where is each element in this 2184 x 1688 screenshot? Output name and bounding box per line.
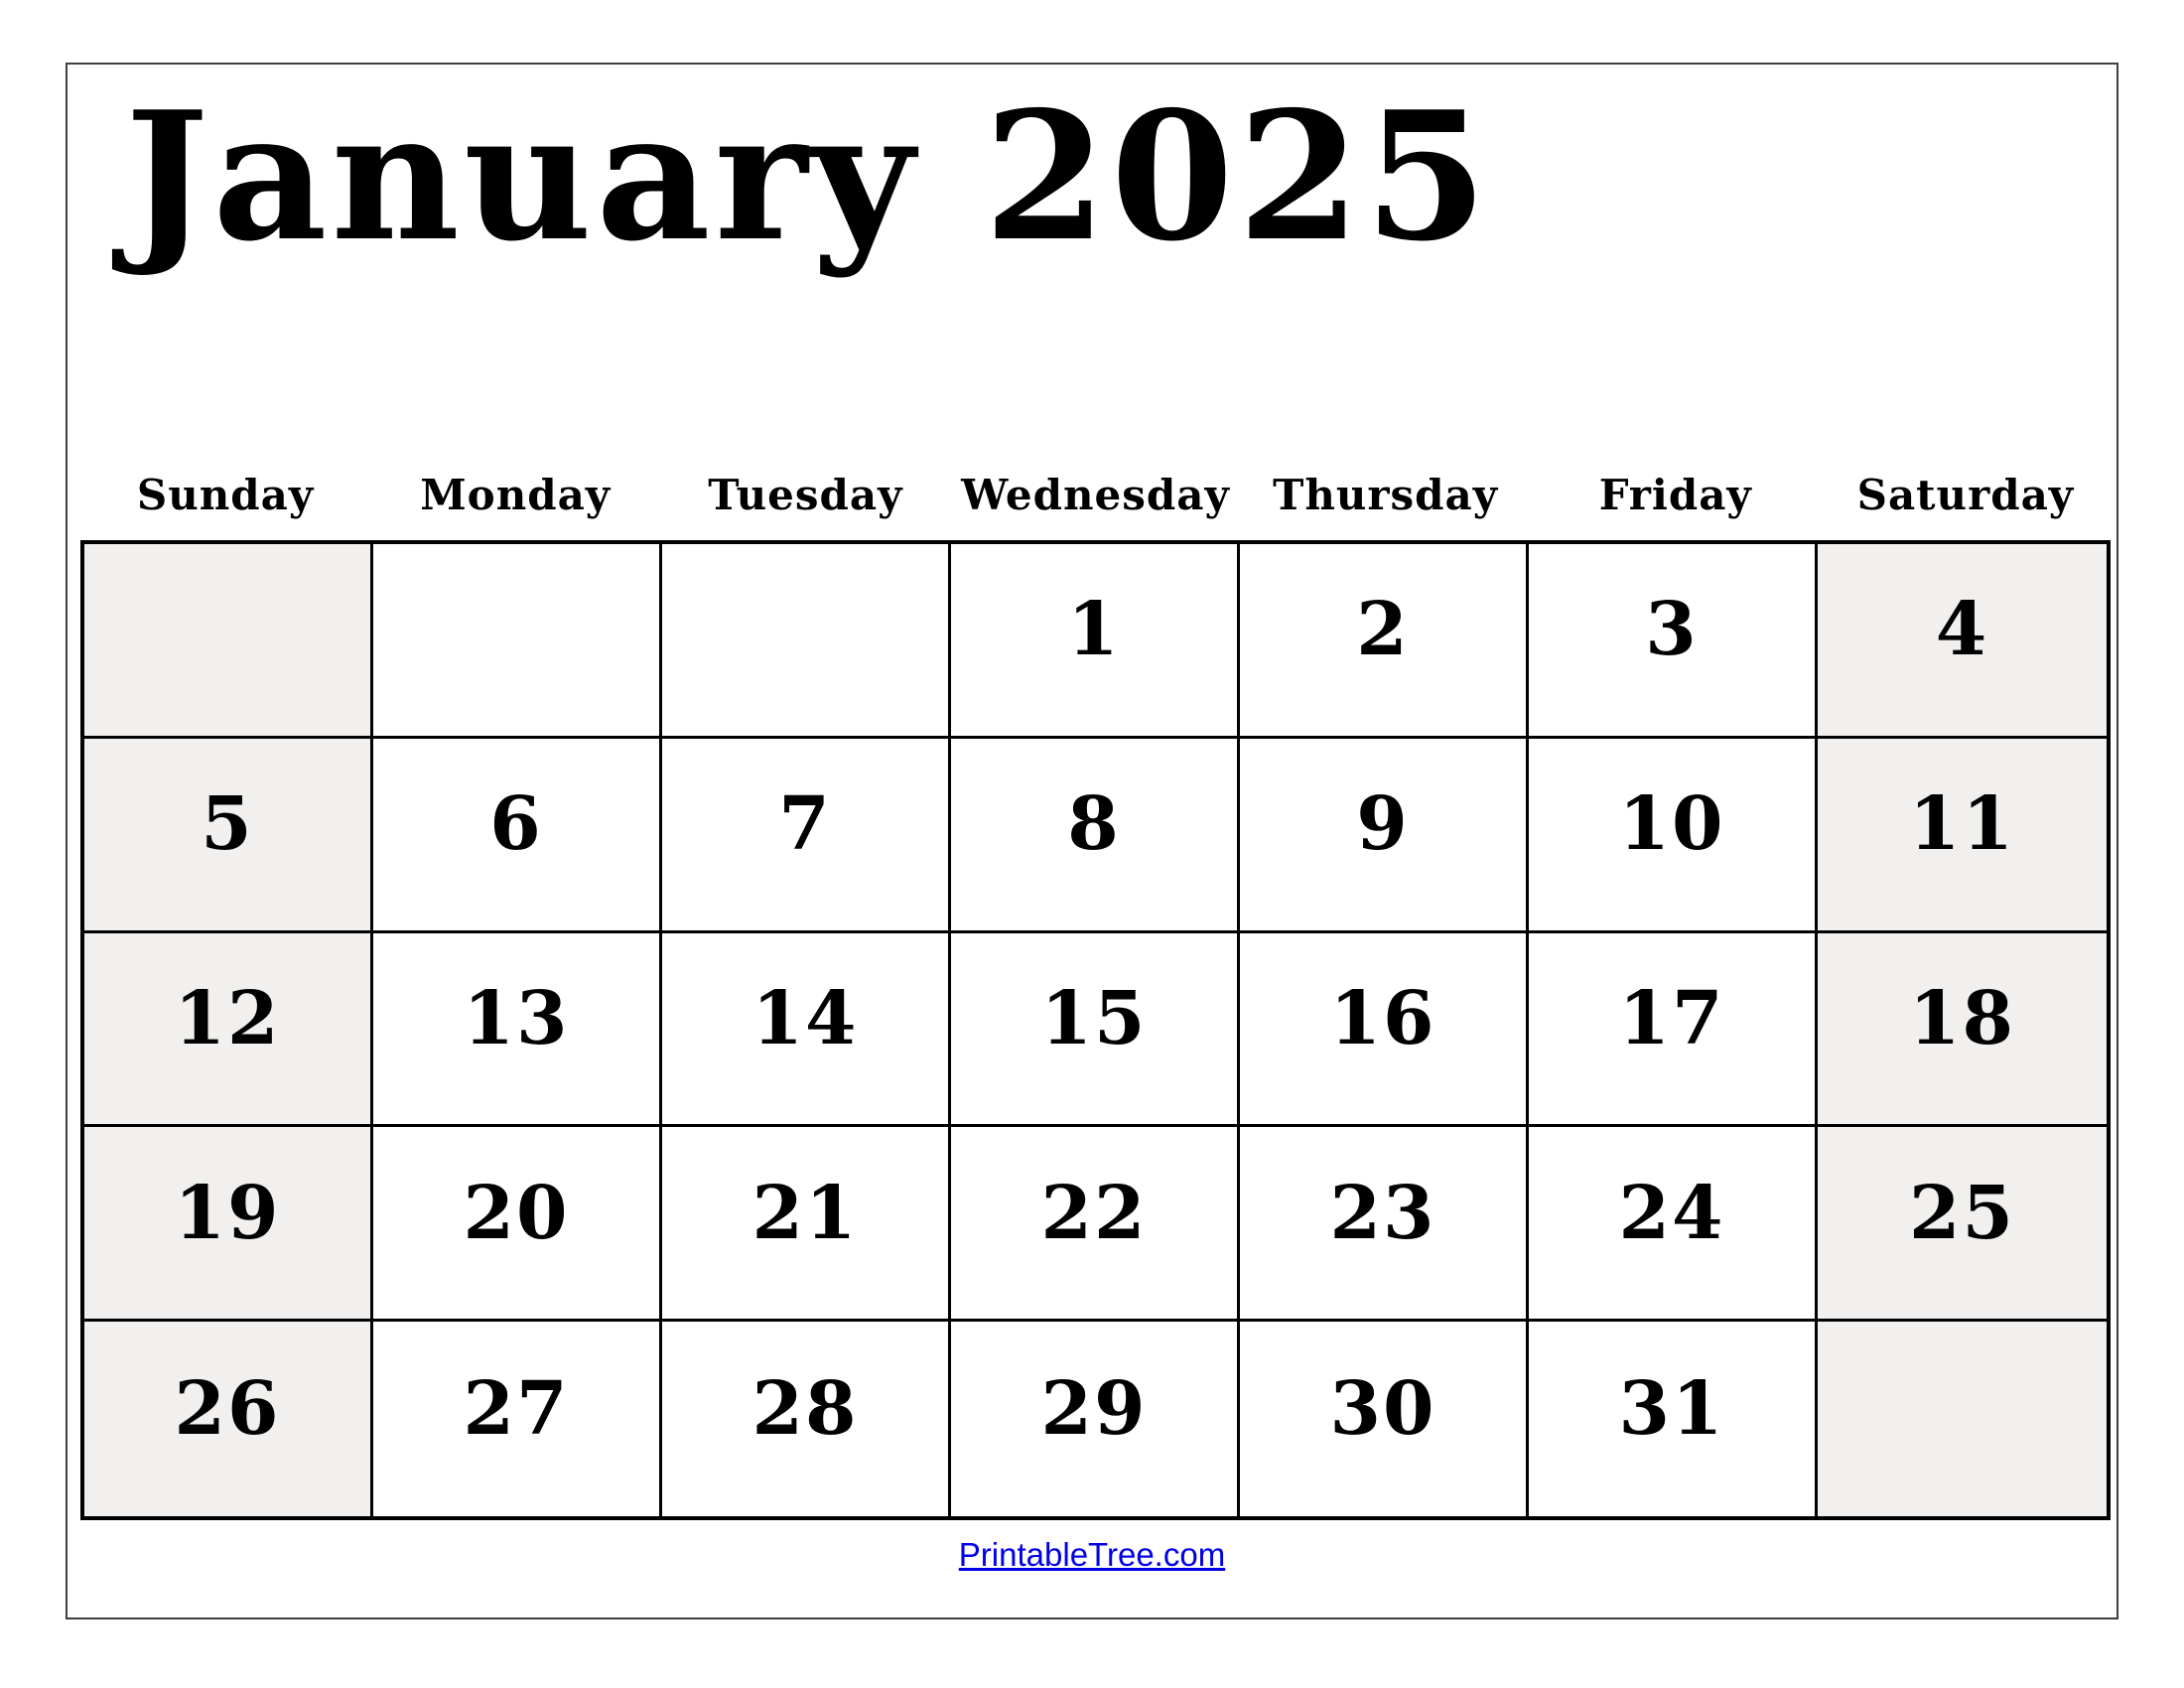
day-number: 21 <box>751 1170 859 1256</box>
day-cell-19 <box>84 1127 373 1322</box>
day-number: 31 <box>1618 1366 1725 1453</box>
weekday-header-saturday: Saturday <box>1856 470 2075 519</box>
day-number: 11 <box>1909 781 2015 868</box>
empty-day-cell <box>373 544 662 739</box>
day-number: 28 <box>751 1366 859 1453</box>
day-number: 25 <box>1909 1170 2015 1256</box>
day-cell-26 <box>84 1322 373 1516</box>
day-number: 7 <box>778 781 832 868</box>
day-number: 22 <box>1040 1170 1148 1256</box>
day-number: 9 <box>1356 781 1410 868</box>
weekday-header-friday: Friday <box>1598 470 1752 519</box>
day-number: 18 <box>1909 975 2015 1061</box>
footer <box>68 1536 2116 1574</box>
empty-day-cell <box>662 544 951 739</box>
calendar-grid <box>80 540 2111 1520</box>
day-cell-4 <box>1818 544 2107 739</box>
day-cell-7 <box>662 739 951 933</box>
weekday-header-tuesday: Tuesday <box>708 470 903 519</box>
day-number: 30 <box>1329 1366 1436 1453</box>
day-cell-6 <box>373 739 662 933</box>
day-cell-29 <box>951 1322 1240 1516</box>
day-cell-21 <box>662 1127 951 1322</box>
calendar-title: January 2025 <box>125 72 1492 280</box>
weekday-header-sunday: Sunday <box>136 470 315 519</box>
day-number: 23 <box>1329 1170 1436 1256</box>
day-cell-30 <box>1240 1322 1529 1516</box>
day-number: 14 <box>751 975 859 1061</box>
day-number: 1 <box>1067 587 1121 673</box>
day-cell-16 <box>1240 933 1529 1128</box>
day-cell-17 <box>1529 933 1818 1128</box>
day-cell-25 <box>1818 1127 2107 1322</box>
day-number: 10 <box>1618 781 1725 868</box>
weekday-header-thursday: Thursday <box>1273 470 1499 519</box>
day-cell-12 <box>84 933 373 1128</box>
day-number: 17 <box>1618 975 1725 1061</box>
day-number: 24 <box>1618 1170 1725 1256</box>
day-cell-1 <box>951 544 1240 739</box>
weekday-header-row <box>80 465 2111 524</box>
day-cell-3 <box>1529 544 1818 739</box>
day-number: 20 <box>463 1170 570 1256</box>
day-number: 2 <box>1356 587 1410 673</box>
day-number: 12 <box>174 975 281 1061</box>
day-cell-9 <box>1240 739 1529 933</box>
weekday-header-wednesday: Wednesday <box>961 470 1230 519</box>
day-cell-15 <box>951 933 1240 1128</box>
day-cell-31 <box>1529 1322 1818 1516</box>
day-number: 26 <box>174 1366 281 1453</box>
day-cell-10 <box>1529 739 1818 933</box>
day-cell-13 <box>373 933 662 1128</box>
day-number: 8 <box>1067 781 1121 868</box>
day-number: 13 <box>463 975 570 1061</box>
day-cell-8 <box>951 739 1240 933</box>
day-cell-24 <box>1529 1127 1818 1322</box>
day-cell-14 <box>662 933 951 1128</box>
day-cell-22 <box>951 1127 1240 1322</box>
day-number: 5 <box>201 781 254 868</box>
day-cell-20 <box>373 1127 662 1322</box>
calendar-page <box>66 63 2118 1619</box>
empty-day-cell <box>1818 1322 2107 1516</box>
day-cell-11 <box>1818 739 2107 933</box>
day-number: 29 <box>1040 1366 1148 1453</box>
day-number: 4 <box>1935 587 1989 673</box>
day-cell-5 <box>84 739 373 933</box>
day-cell-23 <box>1240 1127 1529 1322</box>
day-cell-27 <box>373 1322 662 1516</box>
day-number: 16 <box>1329 975 1436 1061</box>
day-cell-2 <box>1240 544 1529 739</box>
empty-day-cell <box>84 544 373 739</box>
day-number: 6 <box>489 781 543 868</box>
weekday-header-monday: Monday <box>420 470 612 519</box>
day-number: 3 <box>1645 587 1699 673</box>
day-number: 27 <box>463 1366 570 1453</box>
day-cell-28 <box>662 1322 951 1516</box>
day-number: 19 <box>174 1170 281 1256</box>
day-number: 15 <box>1040 975 1148 1061</box>
day-cell-18 <box>1818 933 2107 1128</box>
footer-link[interactable]: PrintableTree.com <box>958 1536 1226 1573</box>
